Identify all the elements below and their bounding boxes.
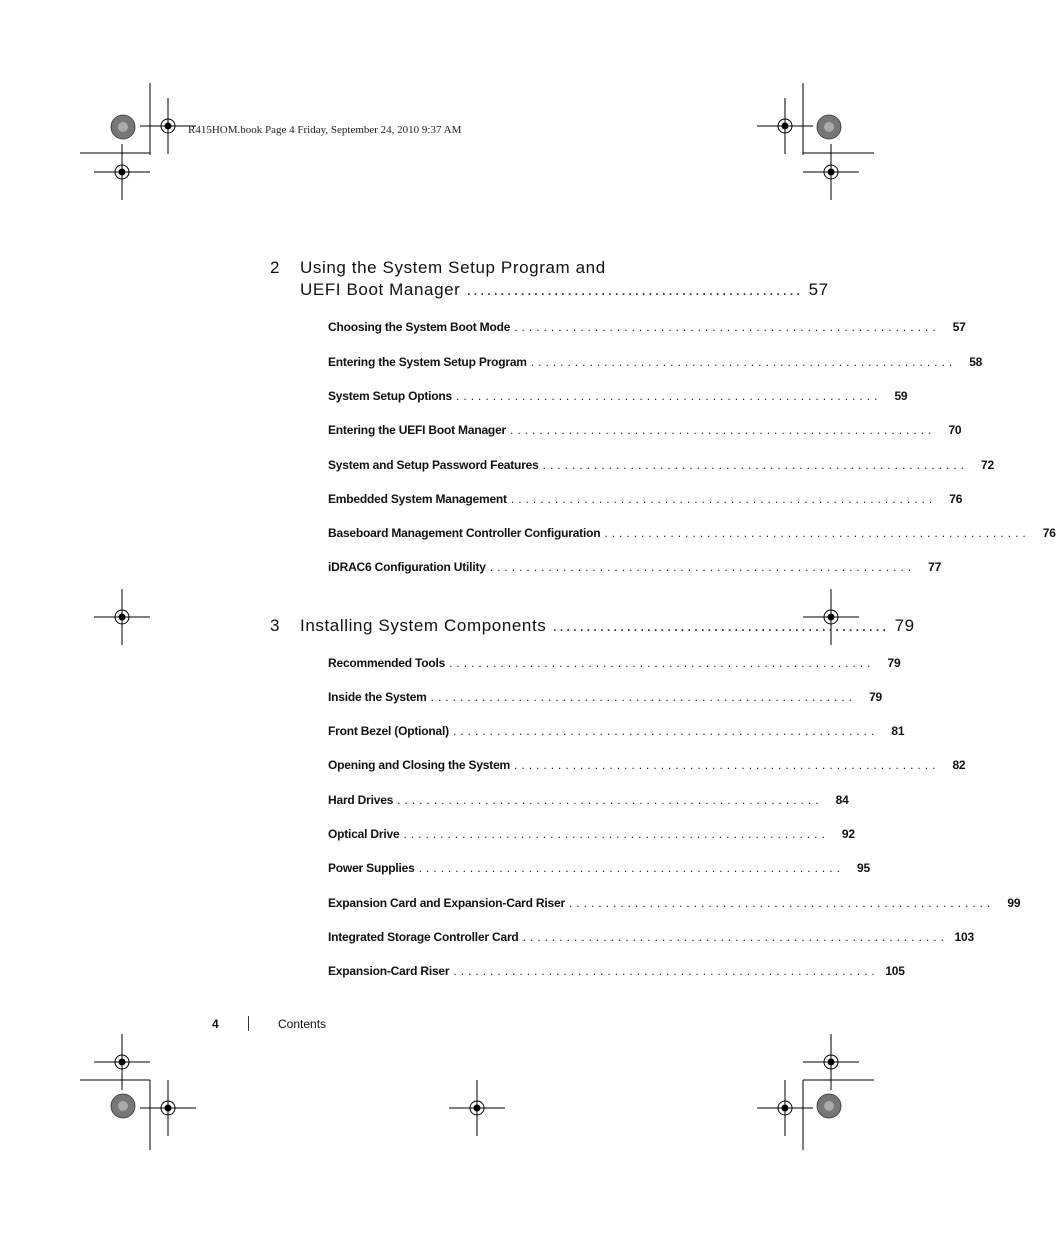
entry-title: Expansion-Card Riser bbox=[328, 964, 450, 978]
chapter-title: Using the System Setup Program and bbox=[300, 258, 606, 277]
toc-entry[interactable] bbox=[328, 355, 983, 373]
entry-page: 84 bbox=[835, 793, 849, 807]
entry-page: 77 bbox=[928, 560, 942, 574]
chapter-page: 57 bbox=[808, 280, 829, 299]
toc-entry[interactable] bbox=[328, 458, 994, 476]
toc-entry[interactable] bbox=[328, 930, 974, 948]
entry-page: 103 bbox=[954, 930, 974, 944]
entry-title: Optical Drive bbox=[328, 827, 400, 841]
toc-entry[interactable] bbox=[328, 793, 849, 811]
dot-leader: .......................................................... bbox=[430, 690, 857, 704]
dot-leader: .......................................................... bbox=[568, 896, 995, 910]
entry-title: Entering the System Setup Program bbox=[328, 355, 527, 369]
chapter-number: 2 bbox=[270, 258, 281, 277]
toc-entry[interactable] bbox=[328, 656, 901, 674]
entry-title: Expansion Card and Expansion-Card Riser bbox=[328, 896, 565, 910]
registration-mark-icon bbox=[803, 144, 859, 200]
chapter-heading[interactable] bbox=[270, 258, 829, 304]
chapter-title: UEFI Boot Manager bbox=[300, 280, 461, 299]
dot-leader: .......................................................... bbox=[542, 458, 968, 472]
entry-page: 76 bbox=[949, 492, 963, 506]
toc-entry[interactable] bbox=[328, 560, 942, 578]
dot-leader: .......................................................... bbox=[397, 793, 823, 807]
dot-leader: .......................................................... bbox=[510, 492, 937, 506]
dot-leader: .......................................................... bbox=[522, 930, 948, 944]
registration-mark-icon bbox=[94, 1034, 150, 1090]
entry-title: Baseboard Management Controller Configuration bbox=[328, 526, 601, 540]
entry-page: 76 bbox=[1042, 526, 1056, 540]
dot-leader: .......................................................... bbox=[514, 320, 940, 334]
toc-entry[interactable] bbox=[328, 724, 905, 742]
registration-mark-icon bbox=[94, 144, 150, 200]
entry-title: System and Setup Password Features bbox=[328, 458, 539, 472]
entry-page: 70 bbox=[948, 423, 962, 437]
footer-page-number: 4 bbox=[212, 1017, 219, 1031]
toc-entry[interactable] bbox=[328, 423, 962, 441]
chapter-heading[interactable] bbox=[270, 616, 915, 640]
entry-page: 58 bbox=[969, 355, 983, 369]
entry-title: Recommended Tools bbox=[328, 656, 446, 670]
entry-title: Opening and Closing the System bbox=[328, 758, 511, 772]
dot-leader: .......................................................... bbox=[418, 861, 844, 875]
dot-leader: .......................................................... bbox=[452, 724, 879, 738]
toc-entry[interactable] bbox=[328, 861, 870, 879]
entry-page: 79 bbox=[869, 690, 883, 704]
entry-page: 92 bbox=[841, 827, 855, 841]
registration-mark-icon bbox=[757, 98, 813, 154]
dot-leader: .......................................................... bbox=[456, 389, 882, 403]
toc-entry[interactable] bbox=[328, 758, 966, 776]
dot-leader: .................................................. bbox=[552, 616, 889, 635]
toc-entry[interactable] bbox=[328, 827, 855, 845]
toc-entry[interactable] bbox=[328, 896, 1021, 914]
entry-page: 81 bbox=[891, 724, 905, 738]
toc-entry[interactable] bbox=[328, 690, 883, 708]
print-header: R415HOM.book Page 4 Friday, September 24, 2010 9:37 AM bbox=[188, 124, 462, 136]
chapter-title: Installing System Components bbox=[300, 616, 547, 635]
registration-mark-icon bbox=[94, 589, 150, 645]
dot-leader: .................................................. bbox=[466, 280, 803, 299]
chapter-page: 79 bbox=[894, 616, 915, 635]
toc-entry[interactable] bbox=[328, 964, 905, 982]
entry-page: 79 bbox=[887, 656, 901, 670]
dot-leader: .......................................................... bbox=[510, 423, 936, 437]
chapter-number: 3 bbox=[270, 616, 281, 635]
dot-leader: .......................................................... bbox=[403, 827, 829, 841]
registration-mark-icon bbox=[449, 1080, 505, 1136]
entry-title: System Setup Options bbox=[328, 389, 453, 403]
entry-title: Power Supplies bbox=[328, 861, 415, 875]
toc-entry[interactable] bbox=[328, 320, 966, 338]
entry-title: Hard Drives bbox=[328, 793, 394, 807]
star-target-icon bbox=[111, 115, 135, 139]
footer-divider bbox=[248, 1016, 249, 1031]
dot-leader: .......................................................... bbox=[514, 758, 940, 772]
entry-page: 99 bbox=[1007, 896, 1021, 910]
entry-title: Choosing the System Boot Mode bbox=[328, 320, 511, 334]
entry-page: 95 bbox=[856, 861, 870, 875]
toc-entry[interactable] bbox=[328, 389, 908, 407]
registration-mark-icon bbox=[803, 1034, 859, 1090]
dot-leader: .......................................................... bbox=[449, 656, 875, 670]
dot-leader: .......................................................... bbox=[489, 560, 916, 574]
star-target-icon bbox=[817, 115, 841, 139]
registration-mark-icon bbox=[757, 1080, 813, 1136]
dot-leader: .......................................................... bbox=[453, 964, 879, 978]
entry-page: 82 bbox=[952, 758, 966, 772]
entry-page: 59 bbox=[894, 389, 908, 403]
entry-title: Inside the System bbox=[328, 690, 427, 704]
entry-title: Entering the UEFI Boot Manager bbox=[328, 423, 507, 437]
toc-entry[interactable] bbox=[328, 492, 963, 510]
dot-leader: .......................................................... bbox=[604, 526, 1030, 540]
registration-mark-icon bbox=[140, 1080, 196, 1136]
toc-entry[interactable] bbox=[328, 526, 1056, 544]
entry-page: 105 bbox=[885, 964, 905, 978]
dot-leader: .......................................................... bbox=[530, 355, 957, 369]
star-target-icon bbox=[817, 1094, 841, 1118]
entry-page: 57 bbox=[952, 320, 966, 334]
entry-title: iDRAC6 Configuration Utility bbox=[328, 560, 486, 574]
entry-title: Embedded System Management bbox=[328, 492, 507, 506]
entry-title: Integrated Storage Controller Card bbox=[328, 930, 519, 944]
star-target-icon bbox=[111, 1094, 135, 1118]
entry-page: 72 bbox=[981, 458, 994, 472]
entry-title: Front Bezel (Optional) bbox=[328, 724, 449, 738]
footer-section-title: Contents bbox=[278, 1017, 327, 1031]
